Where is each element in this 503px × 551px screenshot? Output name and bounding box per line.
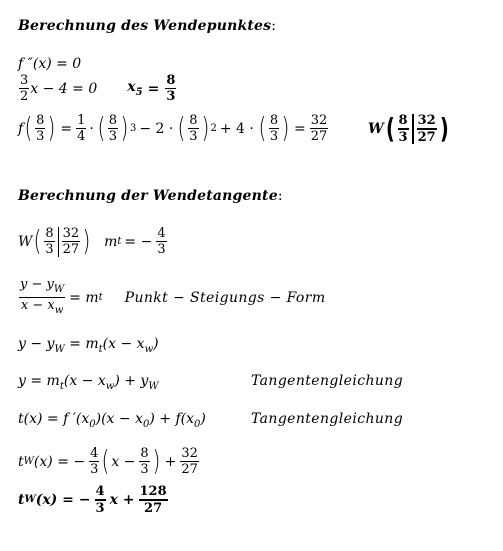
numerator: 8 bbox=[45, 226, 54, 241]
denominator: 3 bbox=[140, 462, 149, 477]
heading-colon: : bbox=[277, 188, 283, 204]
denominator: 3 bbox=[36, 129, 45, 144]
tangent-equation-2 bbox=[18, 412, 206, 430]
part: t(x) = f ′(x bbox=[18, 411, 90, 427]
x5-sub: 5 bbox=[135, 86, 143, 98]
paren-right: ) bbox=[281, 111, 290, 145]
fraction bbox=[35, 113, 45, 144]
paren-left: ( bbox=[102, 444, 110, 478]
rhs-sub: t bbox=[98, 291, 103, 303]
paren-left: ( bbox=[177, 111, 186, 145]
part: = m bbox=[64, 336, 99, 352]
heading-text: Berechnung der Wendetangente bbox=[18, 188, 278, 204]
part: ) + y bbox=[114, 373, 149, 389]
point-slope-form-row bbox=[18, 277, 326, 318]
sub: 0 bbox=[89, 419, 96, 430]
numerator: 128 bbox=[139, 484, 167, 499]
fraction bbox=[19, 73, 29, 104]
x5-var: x bbox=[127, 78, 136, 95]
point-label: W bbox=[18, 233, 33, 250]
equation-rest: x − 4 = 0 bbox=[30, 80, 98, 97]
numerator: 1 bbox=[77, 113, 86, 128]
denominator: 3 bbox=[269, 129, 279, 144]
denominator: 27 bbox=[310, 129, 328, 144]
sub: 0 bbox=[194, 419, 201, 430]
heading-text: Berechnung des Wendepunktes bbox=[18, 18, 272, 34]
sub: t bbox=[98, 344, 103, 355]
heading-colon: : bbox=[271, 18, 277, 34]
den-sub: w bbox=[54, 305, 64, 316]
part: (x − x bbox=[63, 373, 106, 389]
y-coordinate bbox=[62, 226, 81, 257]
exponent: 2 bbox=[210, 122, 217, 134]
numerator: 4 bbox=[157, 226, 166, 241]
fraction bbox=[269, 113, 279, 144]
fraction bbox=[188, 113, 198, 144]
denominator: 3 bbox=[108, 129, 118, 144]
paren-left: ( bbox=[385, 111, 395, 145]
paren-left: ( bbox=[24, 111, 33, 145]
part: (x − x bbox=[102, 336, 145, 352]
numerator: 8 bbox=[189, 113, 198, 128]
slope-fraction bbox=[156, 226, 166, 257]
mid: x + bbox=[109, 492, 135, 508]
equals: = bbox=[147, 80, 160, 97]
tangent-substituted bbox=[18, 446, 200, 477]
denominator: 27 bbox=[181, 462, 198, 477]
result-fraction bbox=[310, 113, 329, 144]
paren-right: ) bbox=[152, 444, 160, 478]
num-sub: W bbox=[53, 284, 65, 295]
numerator: 32 bbox=[310, 113, 328, 128]
numerator: 8 bbox=[398, 113, 408, 128]
paren-right: ) bbox=[120, 111, 129, 145]
y-coordinate bbox=[417, 113, 437, 145]
separator bbox=[412, 114, 414, 144]
part: )(x − x bbox=[95, 411, 143, 427]
separator bbox=[58, 227, 59, 257]
point-and-slope-row bbox=[18, 226, 168, 257]
section-heading-wendepunkt bbox=[18, 18, 276, 34]
sub: w bbox=[144, 344, 154, 355]
dot: · bbox=[89, 120, 94, 137]
den-text: x − x bbox=[20, 298, 55, 313]
num-text: y − y bbox=[20, 277, 54, 292]
denominator: 3 bbox=[398, 130, 408, 145]
fraction bbox=[76, 113, 86, 144]
x-coordinate bbox=[398, 113, 409, 145]
numerator: 3 bbox=[20, 73, 29, 88]
part: ) bbox=[200, 411, 206, 427]
lhs-rest: (x) = − bbox=[33, 453, 86, 470]
equals: = bbox=[294, 120, 306, 137]
difference-quotient bbox=[19, 277, 65, 318]
fraction bbox=[139, 484, 168, 516]
denominator: 4 bbox=[77, 129, 86, 144]
fraction bbox=[108, 113, 118, 144]
numerator: 4 bbox=[95, 484, 105, 499]
paren-right: ) bbox=[439, 111, 449, 145]
paren-left: ( bbox=[97, 111, 106, 145]
denominator: 27 bbox=[144, 501, 163, 516]
denominator: 3 bbox=[166, 89, 176, 104]
sub: t bbox=[59, 381, 64, 392]
t-symbol: t bbox=[18, 453, 24, 470]
rhs: = m bbox=[69, 289, 99, 306]
denominator: 3 bbox=[157, 242, 166, 257]
sub: 0 bbox=[142, 419, 150, 430]
numerator: 8 bbox=[166, 73, 176, 88]
paren-left: ( bbox=[34, 224, 42, 258]
tangent-equation-1 bbox=[18, 374, 159, 392]
t-sub: W bbox=[24, 494, 36, 505]
sub: W bbox=[54, 344, 65, 355]
denominator: 3 bbox=[95, 501, 105, 516]
numerator: 8 bbox=[108, 113, 118, 128]
x-coordinate bbox=[44, 226, 54, 257]
inflection-point bbox=[368, 113, 450, 145]
solve-equation-row bbox=[18, 73, 177, 104]
fraction bbox=[139, 446, 149, 477]
t-sub: W bbox=[23, 455, 34, 467]
denominator: 3 bbox=[90, 462, 99, 477]
denominator: 3 bbox=[189, 129, 198, 144]
section-heading-wendetangente bbox=[18, 188, 283, 204]
denominator: 3 bbox=[45, 242, 54, 257]
minus-two: − 2 · bbox=[139, 120, 174, 137]
numerator: 4 bbox=[90, 446, 99, 461]
numerator: 32 bbox=[62, 226, 80, 241]
exponent: 3 bbox=[129, 122, 137, 134]
fraction bbox=[180, 446, 199, 477]
x5-label bbox=[127, 80, 142, 98]
t-symbol: t bbox=[18, 492, 25, 508]
sub: W bbox=[148, 381, 159, 392]
equals-minus: = − bbox=[124, 233, 153, 250]
point-slope-equation bbox=[18, 337, 159, 355]
numerator: 8 bbox=[269, 113, 279, 128]
fraction bbox=[95, 484, 106, 516]
part: ) bbox=[153, 336, 159, 352]
numerator: 8 bbox=[36, 113, 45, 128]
x5-value-fraction bbox=[165, 73, 176, 104]
tangent-label-1: Tangentengleichung bbox=[251, 373, 404, 389]
inner: x − bbox=[111, 453, 136, 470]
paren-left: ( bbox=[258, 111, 267, 145]
plus-four: + 4 · bbox=[219, 120, 254, 137]
second-derivative-equation: f ″(x) = 0 bbox=[18, 56, 82, 72]
fraction bbox=[89, 446, 99, 477]
point-label: W bbox=[368, 121, 384, 137]
numerator bbox=[19, 277, 65, 298]
numerator: 32 bbox=[417, 113, 436, 128]
part: y − y bbox=[18, 336, 55, 352]
plus: + bbox=[164, 453, 177, 470]
form-label: Punkt − Steigungs − Form bbox=[124, 289, 326, 306]
equals: = bbox=[60, 120, 73, 137]
denominator: 2 bbox=[20, 89, 29, 104]
slope-symbol: m bbox=[104, 233, 118, 250]
paren-right: ) bbox=[82, 224, 91, 258]
paren-right: ) bbox=[201, 111, 209, 145]
paren-right: ) bbox=[48, 111, 56, 145]
slope-sub: t bbox=[117, 235, 122, 247]
numerator: 32 bbox=[181, 446, 198, 461]
tangent-label-2: Tangentengleichung bbox=[251, 411, 404, 427]
sub: w bbox=[105, 381, 115, 392]
tangent-final bbox=[18, 484, 169, 516]
part: y = m bbox=[18, 373, 60, 389]
denominator bbox=[20, 298, 64, 318]
denominator: 27 bbox=[62, 242, 80, 257]
numerator: 8 bbox=[140, 446, 149, 461]
part: ) + f(x bbox=[149, 411, 194, 427]
function-evaluation-row bbox=[18, 113, 329, 144]
f-symbol: f bbox=[18, 120, 24, 137]
lhs-rest: (x) = − bbox=[35, 492, 91, 508]
denominator: 27 bbox=[417, 130, 436, 145]
